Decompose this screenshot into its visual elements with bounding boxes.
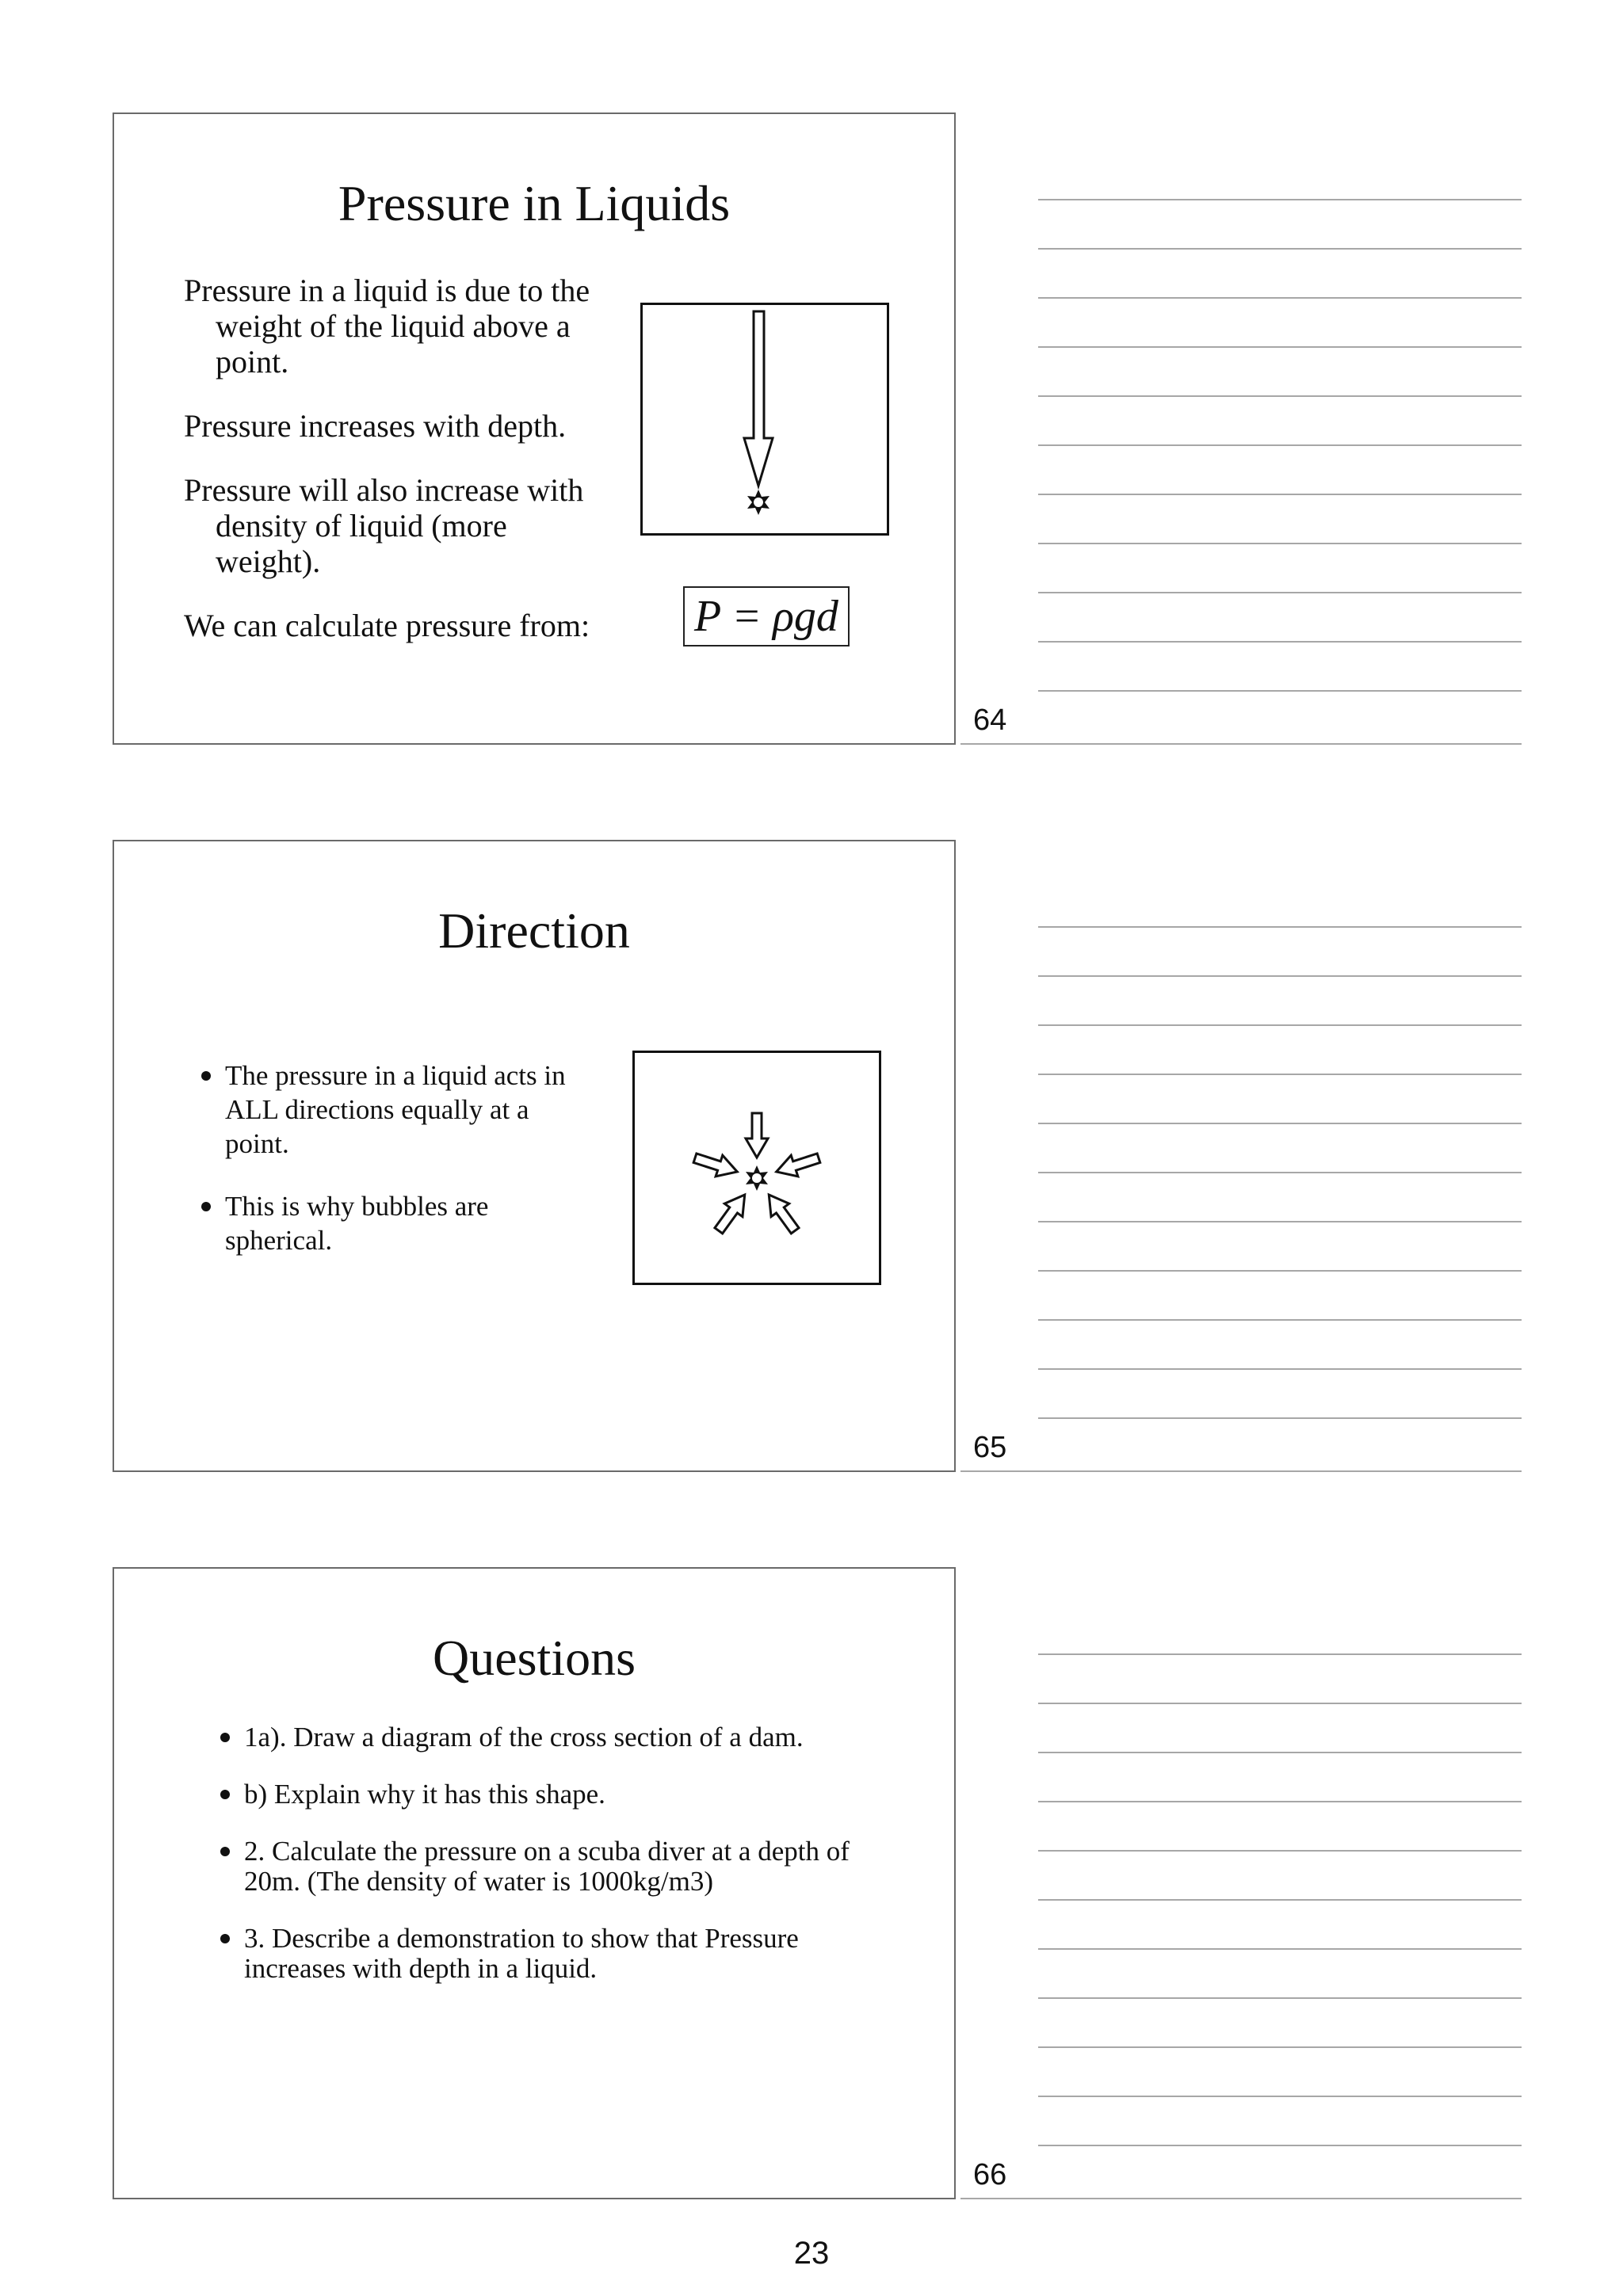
list-item: The pressure in a liquid acts in ALL directions equally at a point.: [198, 1058, 579, 1161]
depth-diagram: [640, 303, 889, 536]
page-number: 23: [793, 2236, 830, 2271]
bullet-list: [217, 1722, 899, 1984]
down-arrow-icon: [643, 305, 887, 533]
list-item: 3. Describe a demonstration to show that Pressure increases with depth in a liquid.: [217, 1924, 899, 1984]
paragraph: We can calculate pressure from:: [184, 608, 590, 643]
slide-66: [113, 1567, 956, 2199]
pressure-formula: P = ρgd: [683, 586, 850, 646]
list-item: 1a). Draw a diagram of the cross section of a dam.: [217, 1722, 899, 1753]
list-item: This is why bubbles are spherical.: [198, 1189, 579, 1257]
list-item: b) Explain why it has this shape.: [217, 1779, 899, 1810]
direction-diagram: [632, 1051, 881, 1285]
slide-number: 65: [973, 1431, 1007, 1464]
slide-title: Pressure in Liquids: [338, 175, 731, 231]
slide-number: 64: [973, 704, 1007, 737]
slide-number: 66: [973, 2158, 1007, 2191]
slide-title: Questions: [433, 1630, 636, 1686]
paragraph: Pressure increases with depth.: [184, 408, 567, 444]
converging-arrows-icon: [635, 1053, 879, 1283]
bullet-list: [198, 1058, 579, 1257]
slide-title: Direction: [438, 902, 630, 959]
point-star-icon: [746, 1165, 768, 1191]
paragraph: Pressure will also increase with density of liquid (more weight).: [184, 472, 584, 579]
slide-65: [113, 840, 956, 1472]
list-item: 2. Calculate the pressure on a scuba diver at a depth of 20m. (The density of water is 1000kg/m3): [217, 1836, 899, 1897]
paragraph: Pressure in a liquid is due to the weight of the liquid above a point.: [184, 273, 590, 379]
slide-text: [184, 273, 596, 672]
point-star-icon: [747, 490, 769, 515]
slide-64: [113, 113, 956, 745]
